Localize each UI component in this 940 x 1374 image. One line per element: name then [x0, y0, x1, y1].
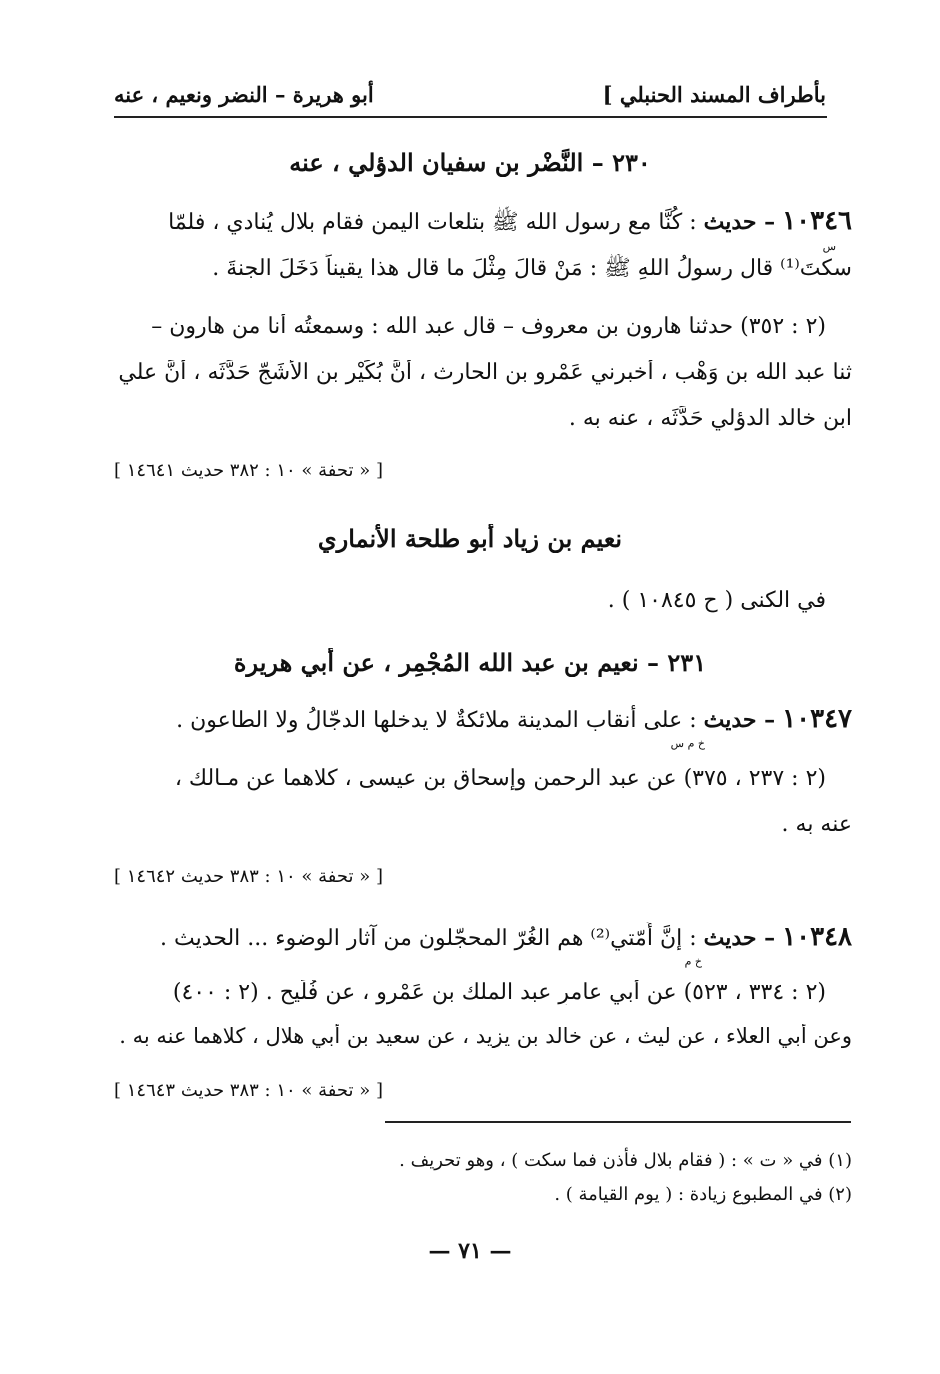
isnad-line: عنه به . [781, 812, 852, 837]
hadith-number: ١٠٣٤٧ [782, 704, 852, 734]
running-header-section: أبو هريرة – النضر ونعيم ، عنه [114, 82, 374, 107]
hadith-sigla: خ م س [670, 737, 705, 750]
hadith-text: : إنَّ أُمّتي⁽²⁾ هم الغُرّ المحجّلون من آثار الوضوء ... الحديث . [160, 926, 697, 951]
tuhfa-reference: [ « تحفة » ١٠ : ٣٨٣ حديث ١٤٦٤٣ ] [114, 1080, 383, 1101]
hadith-10346-line-1 [88, 206, 852, 240]
hadith-text: : على أنقاب المدينة ملائكةٌ لا يدخلها الدجّالُ ولا الطاعون . [176, 708, 697, 733]
page-number: — ٧١ — [428, 1238, 512, 1264]
isnad-line: ابن خالد الدؤلي حَدَّثَه ، عنه به . [568, 406, 852, 431]
hadith-10347-line-1 [88, 704, 852, 734]
hadith-sigla: خ م [684, 955, 702, 968]
tuhfa-reference: [ « تحفة » ١٠ : ٣٨٢ حديث ١٤٦٤١ ] [114, 460, 383, 481]
section-heading-230: ٢٣٠ – النَّضْر بن سفيان الدؤلي ، عنه [289, 148, 651, 177]
hadith-label: – حديث [703, 707, 776, 733]
hadith-label: – حديث [703, 925, 776, 951]
isnad-line: ثنا عبد الله بن وَهْب ، أخبرني عَمْرو بن الحارث ، أنَّ بُكَيْر بن الأَشَجّ حَدَّثَه ، أنَّ علي [118, 360, 852, 385]
isnad-line: (٢ : ٣٣٤ ، ٥٢٣) عن أبي عامرٍ عبد الملك بن عَمْرو ، عن فُلَيح . (٢ : ٤٠٠) [172, 980, 826, 1005]
running-header-book-title: بأطراف المسند الحنبلي ] [602, 82, 826, 107]
footnote-2: (٢) في المطبوع زيادة : ( يوم القيامة ) . [554, 1184, 852, 1205]
hadith-sigla: س [822, 240, 836, 253]
footnote-1: (١) في « ت » : ( فقام بلال فأذن فما سكت ) ، وهو تحريف . [399, 1150, 852, 1171]
hadith-10346-line-2: سكتَ⁽¹⁾ قال رسولُ اللهِ ﷺ : مَنْ قالَ مِثْلَ ما قال هذا يقيناً دَخَلَ الجنةَ . [212, 256, 852, 281]
hadith-number: ١٠٣٤٦ [782, 206, 852, 236]
section-heading-231: ٢٣١ – نعيم بن عبد الله المُجْمِر ، عن أبي هريرة [233, 648, 707, 677]
kuna-cross-reference: في الكنى ( ح ١٠٨٤٥ ) . [607, 588, 826, 613]
section-heading-nuaym-ziyad: نعيم بن زياد أبو طلحة الأنماري [317, 524, 623, 553]
hadith-10348-line-1 [88, 922, 852, 952]
tuhfa-reference: [ « تحفة » ١٠ : ٣٨٣ حديث ١٤٦٤٢ ] [114, 866, 383, 887]
hadith-number: ١٠٣٤٨ [782, 922, 852, 952]
isnad-line: (٢ : ٢٣٧ ، ٣٧٥) عن عبد الرحمن وإسحاق بن عيسى ، كلاهما عن مـالك ، [174, 766, 826, 791]
hadith-label: – حديث [703, 209, 776, 235]
footnote-divider [385, 1121, 851, 1123]
header-divider [114, 116, 827, 118]
isnad-line: وعن أبي العلاء ، عن ليث ، عن خالد بن يزيد ، عن سعيد بن أبي هلال ، كلاهما عنه به . [119, 1024, 852, 1048]
isnad-line: (٢ : ٣٥٢) حدثنا هارون بن معروف – قال عبد الله : وسمعتُه أنا من هارون – [151, 314, 826, 339]
hadith-text: : كُنَّا مع رسول الله ﷺ بتلعات اليمن فقام بلال يُنادي ، فلمّا [168, 210, 697, 235]
